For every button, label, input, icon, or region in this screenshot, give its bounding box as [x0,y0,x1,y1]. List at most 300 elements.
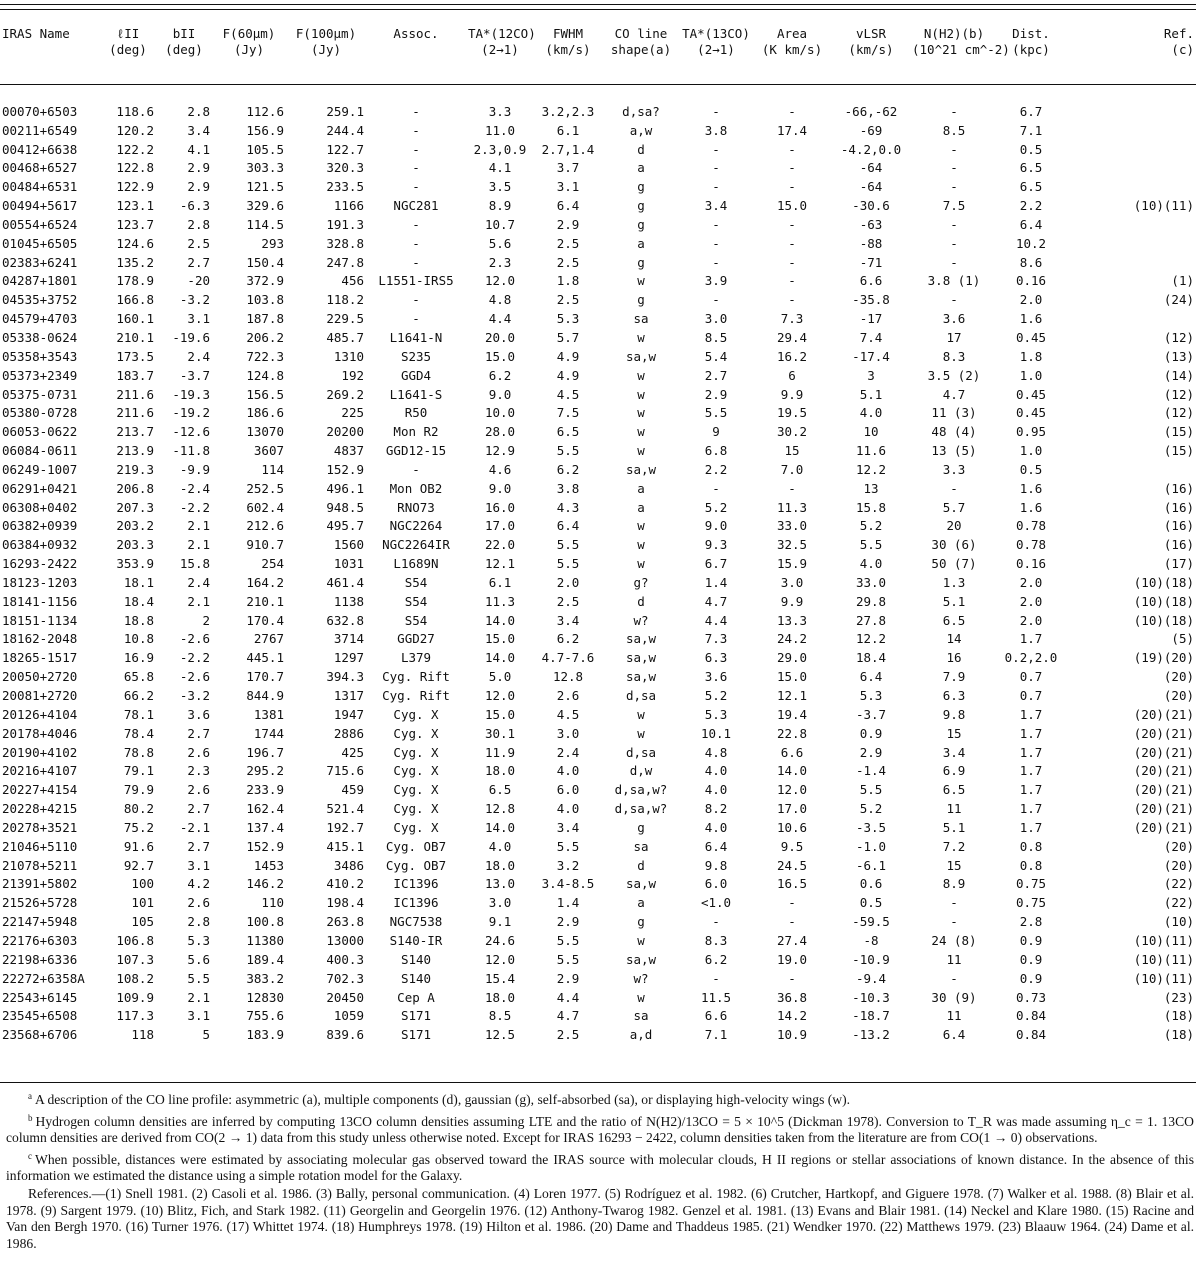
cell-dist: 0.9 [1019,932,1043,948]
cell-f100: 1059 [333,1008,364,1024]
cell-nh2: 9.8 [942,706,966,722]
cell-area: 16.5 [776,876,808,892]
cell-ta12: 6.5 [488,782,512,798]
cell-f100: 1560 [333,537,364,553]
cell-assoc: L379 [400,650,432,666]
table-row [0,687,1196,706]
cell-ta12: 9.1 [488,914,512,930]
cell-name: 20278+3521 [2,819,78,835]
cell-assoc: Cyg. X [393,782,439,798]
cell-l: 79.9 [123,782,154,798]
cell-ta12: 10.7 [484,216,516,232]
cell-ta13: 9 [712,424,720,440]
cell-f60: 100.8 [246,914,284,930]
cell-f60: 293 [261,235,284,251]
cell-b: -3.2 [179,292,210,308]
cell-nh2: 5.1 [942,819,966,835]
cell-fwhm: 4.3 [556,499,580,515]
cell-ta12: 14.0 [484,650,516,666]
cell-fwhm: 4.9 [556,348,580,364]
cell-f100: 839.6 [326,1027,364,1043]
cell-ta12: 15.0 [484,348,516,364]
cell-b: -19.3 [172,386,210,402]
cell-dist: 1.7 [1019,763,1043,779]
cell-area: 15 [784,443,800,459]
cell-nh2: 30 (6) [931,537,977,553]
cell-area: 17.4 [776,122,808,138]
cell-l: 178.9 [116,273,154,289]
cell-ref: (20)(21) [1133,801,1194,817]
cell-vlsr: -6.1 [855,857,887,873]
cell-assoc: - [412,122,420,138]
cell-assoc: S171 [400,1027,432,1043]
cell-shape: w? [633,970,649,986]
cell-assoc: IC1396 [393,895,439,911]
cell-ta13: 7.3 [704,631,728,647]
cell-fwhm: 6.4 [556,198,580,214]
cell-nh2: 16 [946,650,962,666]
cell-f60: 252.5 [246,480,284,496]
cell-name: 05375-0731 [2,386,78,402]
cell-ta12: 8.9 [488,198,512,214]
table-row [0,555,1196,574]
cell-shape: sa,w [625,650,657,666]
cell-f60: 1744 [253,725,284,741]
cell-area: 10.9 [776,1027,808,1043]
table-row [0,103,1196,122]
cell-assoc: - [412,254,420,270]
column-header-fwhm [534,26,602,84]
cell-name: 20050+2720 [2,669,78,685]
table-row [0,725,1196,744]
cell-ref: (19)(20) [1133,650,1194,666]
table-row [0,329,1196,348]
cell-dist: 6.7 [1019,103,1043,119]
table-row [0,894,1196,913]
cell-f100: 328.8 [326,235,364,251]
cell-area: 19.4 [776,706,808,722]
cell-b: 3.6 [187,706,210,722]
cell-b: 2.1 [187,537,210,553]
cell-area: - [788,970,796,986]
cell-dist: 2.0 [1019,593,1043,609]
cell-vlsr: 5.5 [859,537,883,553]
cell-assoc: Cyg. X [393,706,439,722]
cell-area: 17.0 [776,801,808,817]
cell-vlsr: 4.0 [859,405,883,421]
cell-f60: 114 [261,461,284,477]
cell-ta13: 4.0 [704,763,728,779]
cell-ta12: 5.0 [488,669,512,685]
cell-f60: 254 [261,556,284,572]
cell-assoc: S54 [404,574,428,590]
cell-assoc: Cep A [397,989,435,1005]
cell-f100: 459 [341,782,364,798]
column-header-fwhm-label: FWHM [552,26,584,41]
cell-fwhm: 4.0 [556,801,580,817]
cell-f60: 722.3 [246,348,284,364]
cell-f60: 164.2 [246,574,284,590]
cell-f100: 485.7 [326,329,364,345]
cell-fwhm: 3.4 [556,612,580,628]
cell-fwhm: 7.5 [556,405,580,421]
cell-fwhm: 6.0 [556,782,580,798]
cell-assoc: S54 [404,593,428,609]
cell-vlsr: -3.7 [855,706,887,722]
cell-assoc: L1689N [393,556,439,572]
cell-dist: 0.7 [1019,669,1043,685]
cell-shape: d,sa [625,744,657,760]
cell-shape: d,w [629,763,653,779]
cell-dist: 0.9 [1019,970,1043,986]
cell-assoc: - [412,311,420,327]
cell-dist: 0.5 [1019,461,1043,477]
table-row [0,254,1196,273]
cell-vlsr: -88 [859,235,883,251]
cell-ta12: 11.9 [484,744,516,760]
cell-dist: 0.45 [1015,386,1047,402]
cell-f60: 303.3 [246,160,284,176]
cell-nh2: 3.8 (1) [927,273,981,289]
cell-shape: w [637,386,645,402]
cell-nh2: - [950,103,958,119]
cell-l: 123.1 [116,198,154,214]
cell-area: 6 [788,367,796,383]
cell-vlsr: 3 [867,367,875,383]
cell-ta12: 30.1 [484,725,516,741]
cell-f60: 110 [261,895,284,911]
cell-dist: 1.7 [1019,631,1043,647]
cell-ta12: 3.3 [488,103,512,119]
cell-ta13: 1.4 [704,574,728,590]
cell-nh2: 13 (5) [931,443,977,459]
cell-assoc: Cyg. X [393,725,439,741]
cell-fwhm: 2.0 [556,574,580,590]
cell-name: 05338-0624 [2,329,78,345]
cell-dist: 2.8 [1019,914,1043,930]
table-row [0,970,1196,989]
cell-fwhm: 6.5 [556,424,580,440]
cell-dist: 1.6 [1019,311,1043,327]
cell-name: 00494+5617 [2,198,78,214]
cell-f60: 3607 [253,443,284,459]
cell-b: 2.5 [187,235,210,251]
cell-ref [1064,178,1196,197]
cell-ta12: 4.4 [488,311,512,327]
cell-name: 05373+2349 [2,367,78,383]
table-body [0,84,1196,1045]
cell-vlsr: 5.2 [859,518,883,534]
cell-name: 00211+6549 [2,122,78,138]
cell-name: 21046+5110 [2,838,78,854]
cell-b: 2.7 [187,838,210,854]
cell-f60: 11380 [246,932,284,948]
cell-nh2: 5.7 [942,499,966,515]
cell-dist: 1.7 [1019,744,1043,760]
cell-shape: g [637,254,645,270]
cell-b: 4.1 [187,141,210,157]
cell-area: 29.0 [776,650,808,666]
cell-name: 18123-1203 [2,574,78,590]
cell-fwhm: 3.4 [556,819,580,835]
cell-b: 5.3 [187,932,210,948]
cell-ta12: 15.0 [484,706,516,722]
cell-dist: 0.9 [1019,951,1043,967]
column-header-vlsr-unit: (km/s) [848,42,894,57]
cell-fwhm: 3.0 [556,725,580,741]
table-row [0,461,1196,480]
cell-area: 15.0 [776,198,808,214]
table-row [0,706,1196,725]
cell-ref [1064,122,1196,141]
cell-vlsr: 2.9 [859,744,883,760]
cell-b: -9.9 [179,461,210,477]
cell-ta12: 4.6 [488,461,512,477]
cell-fwhm: 4.5 [556,386,580,402]
cell-f100: 247.8 [326,254,364,270]
cell-ta13: 6.6 [704,1008,728,1024]
table-row [0,800,1196,819]
cell-fwhm: 5.5 [556,556,580,572]
cell-f60: 1381 [253,706,284,722]
cell-b: 5.5 [187,970,210,986]
cell-l: 135.2 [116,254,154,270]
cell-ta12: 4.0 [488,838,512,854]
cell-ref: (10)(18) [1133,612,1194,628]
data-table [0,26,1196,1045]
cell-ref: (15) [1163,424,1194,440]
cell-b: -12.6 [172,424,210,440]
cell-ta12: 14.0 [484,612,516,628]
cell-name: 20178+4046 [2,725,78,741]
table-row [0,932,1196,951]
cell-assoc: S140 [400,970,432,986]
cell-ta13: 4.7 [704,593,728,609]
cell-f60: 210.1 [246,593,284,609]
cell-area: 27.4 [776,932,808,948]
cell-ref: (18) [1163,1008,1194,1024]
cell-ref: (12) [1163,405,1194,421]
cell-assoc: - [412,160,420,176]
cell-area: - [788,480,796,496]
cell-area: 22.8 [776,725,808,741]
table-row [0,668,1196,687]
table-row [0,612,1196,631]
cell-dist: 6.5 [1019,179,1043,195]
cell-shape: g [637,914,645,930]
cell-nh2: 7.9 [942,669,966,685]
cell-b: 5.6 [187,951,210,967]
cell-nh2: 8.3 [942,348,966,364]
cell-f60: 112.6 [246,103,284,119]
cell-ta12: 15.4 [484,970,516,986]
cell-nh2: 15 [946,857,962,873]
cell-fwhm: 2.5 [556,235,580,251]
cell-vlsr: 5.5 [859,782,883,798]
cell-assoc: Cyg. X [393,819,439,835]
cell-name: 00468+6527 [2,160,78,176]
cell-l: 10.8 [123,631,154,647]
cell-f60: 186.6 [246,405,284,421]
cell-dist: 2.0 [1019,574,1043,590]
cell-ta13: 2.2 [704,461,728,477]
cell-area: 15.0 [776,669,808,685]
column-header-ta12-unit: (2→1) [481,42,519,57]
cell-ref [1064,216,1196,235]
cell-area: 12.1 [776,688,808,703]
table-row [0,235,1196,254]
cell-fwhm: 3.2 [556,857,580,873]
cell-f100: 191.3 [326,216,364,232]
cell-f60: 372.9 [246,273,284,289]
cell-shape: w [637,725,645,741]
cell-vlsr: 5.3 [859,688,883,703]
cell-ref: (23) [1163,989,1194,1005]
column-header-assoc [366,26,466,84]
cell-vlsr: 15.8 [855,499,887,515]
cell-name: 06053-0622 [2,424,78,440]
cell-dist: 1.0 [1019,367,1043,383]
cell-assoc: NGC281 [393,198,439,214]
cell-l: 213.9 [116,443,154,459]
cell-area: - [788,141,796,157]
cell-dist: 1.8 [1019,348,1043,364]
cell-area: 30.2 [776,424,808,440]
cell-ta12: 28.0 [484,424,516,440]
column-header-ta12-label: TA*(12CO) [468,26,536,41]
cell-name: 06308+0402 [2,499,78,515]
cell-f100: 496.1 [326,480,364,496]
cell-f100: 152.9 [326,461,364,477]
cell-shape: sa [633,1008,649,1024]
cell-ta12: 6.1 [488,574,512,590]
cell-ref: (16) [1163,518,1194,534]
cell-nh2: 4.7 [942,386,966,402]
column-header-f60-unit: (Jy) [233,42,265,57]
cell-vlsr: 18.4 [855,650,887,666]
table-row [0,819,1196,838]
cell-ta13: - [712,141,720,157]
cell-nh2: 50 (7) [931,556,977,572]
cell-f60: 150.4 [246,254,284,270]
cell-ta13: 4.0 [704,782,728,798]
cell-ta13: 5.4 [704,348,728,364]
cell-fwhm: 3.4-8.5 [541,876,595,892]
cell-l: 211.6 [116,405,154,421]
cell-dist: 2.0 [1019,612,1043,628]
column-header-shape-unit: shape(a) [610,42,672,57]
cell-dist: 0.16 [1015,273,1047,289]
column-header-f60-label: F(60µm) [222,26,276,41]
cell-b: -3.7 [179,367,210,383]
cell-b: 2.6 [187,895,210,911]
cell-name: 06382+0939 [2,518,78,534]
cell-fwhm: 2.9 [556,914,580,930]
column-header-ref [1064,26,1196,84]
cell-fwhm: 12.8 [552,669,584,685]
cell-shape: a [637,480,645,496]
table-row [0,141,1196,160]
cell-assoc: S54 [404,612,428,628]
cell-l: 211.6 [116,386,154,402]
cell-dist: 0.45 [1015,329,1047,345]
cell-name: 05358+3543 [2,348,78,364]
cell-vlsr: 11.6 [855,443,887,459]
column-header-b-label: bII [172,26,196,41]
table-row [0,517,1196,536]
cell-vlsr: -1.0 [855,838,887,854]
cell-assoc: L1551-IRS5 [378,273,454,289]
cell-ta12: 12.0 [484,951,516,967]
cell-area: 32.5 [776,537,808,553]
cell-f60: 183.9 [246,1027,284,1043]
cell-area: 36.8 [776,989,808,1005]
cell-ref: (20)(21) [1133,725,1194,741]
cell-dist: 0.5 [1019,141,1043,157]
column-header-nh2-label: N(H2)(b) [923,26,985,41]
cell-ref: (18) [1163,1027,1194,1043]
cell-l: 78.4 [123,725,154,741]
cell-assoc: RNO73 [397,499,435,515]
cell-name: 02383+6241 [2,254,78,270]
cell-name: 22543+6145 [2,989,78,1005]
cell-ref: (10) [1163,914,1194,930]
cell-f60: 755.6 [246,1008,284,1024]
cell-name: 01045+6505 [2,235,78,251]
cell-ta12: 13.0 [484,876,516,892]
cell-f100: 410.2 [326,876,364,892]
cell-dist: 1.7 [1019,819,1043,835]
note-c: $^c$ When possible, distances were estimated by associating molecular gas observed toward the IRAS source with molecular clouds, H II regions or stellar associations of known distance. In the absence of this information we estimated the distance using a simple rotation model for the Galaxy. [6,1150,1194,1184]
table-row [0,1007,1196,1026]
footer-rule [0,1082,1196,1083]
cell-f100: 244.4 [326,122,364,138]
cell-ta13: - [712,254,720,270]
cell-ref: (24) [1163,292,1194,308]
cell-vlsr: 12.2 [855,461,887,477]
cell-ta13: 2.9 [704,386,728,402]
cell-ref: (1) [1171,273,1194,289]
cell-b: 2.1 [187,518,210,534]
cell-shape: d [637,857,645,873]
cell-ta12: 11.0 [484,122,516,138]
cell-fwhm: 4.4 [556,989,580,1005]
cell-assoc: Cyg. Rift [382,688,450,703]
cell-b: 2.9 [187,160,210,176]
cell-ta12: 24.6 [484,932,516,948]
cell-dist: 6.4 [1019,216,1043,232]
top-rule [0,4,1196,5]
cell-fwhm: 5.5 [556,838,580,854]
table-row [0,593,1196,612]
cell-ref: (20) [1163,669,1194,685]
column-header-area-label: Area [776,26,808,41]
references: References.—(1) Snell 1981. (2) Casoli et al. 1986. (3) Bally, personal communication. (4) Loren 1977. (5) Rodríguez et al. 1982. (6) Crutcher, Hartkopf, and Giguere 1978. (7) Walker et al. 1988. (8) Blair et al. 1978. (9) Sargent 1979. (10) Blitz, Fich, and Stark 1982. (11) Georgelin and Georgelin 1976. (12) Anthony-Twarog 1982. Genzel et al. 1981. (13) Evans and Blair 1981. (14) Neckel and Klare 1980. (15) Racine and Van den Bergh 1970. (16) Turner 1976. (17) Whittet 1974. (18) Humphreys 1978. (19) Hilton et al. 1986. (20) Dame and Thaddeus 1985. (21) Wendker 1970. (22) Matthews 1979. (23) Blaauw 1964. (24) Dame et al. 1986. [6,1185,1194,1251]
cell-name: 20081+2720 [2,688,78,703]
cell-area: 3.0 [780,574,804,590]
cell-nh2: 24 (8) [931,932,977,948]
table-row [0,216,1196,235]
cell-ref: (12) [1163,386,1194,402]
cell-fwhm: 4.5 [556,706,580,722]
cell-f100: 320.3 [326,160,364,176]
cell-name: 06291+0421 [2,480,78,496]
cell-nh2: - [950,970,958,986]
cell-ta13: - [712,970,720,986]
cell-b: -6.3 [179,198,210,214]
cell-l: 107.3 [116,951,154,967]
cell-dist: 0.84 [1015,1008,1047,1024]
